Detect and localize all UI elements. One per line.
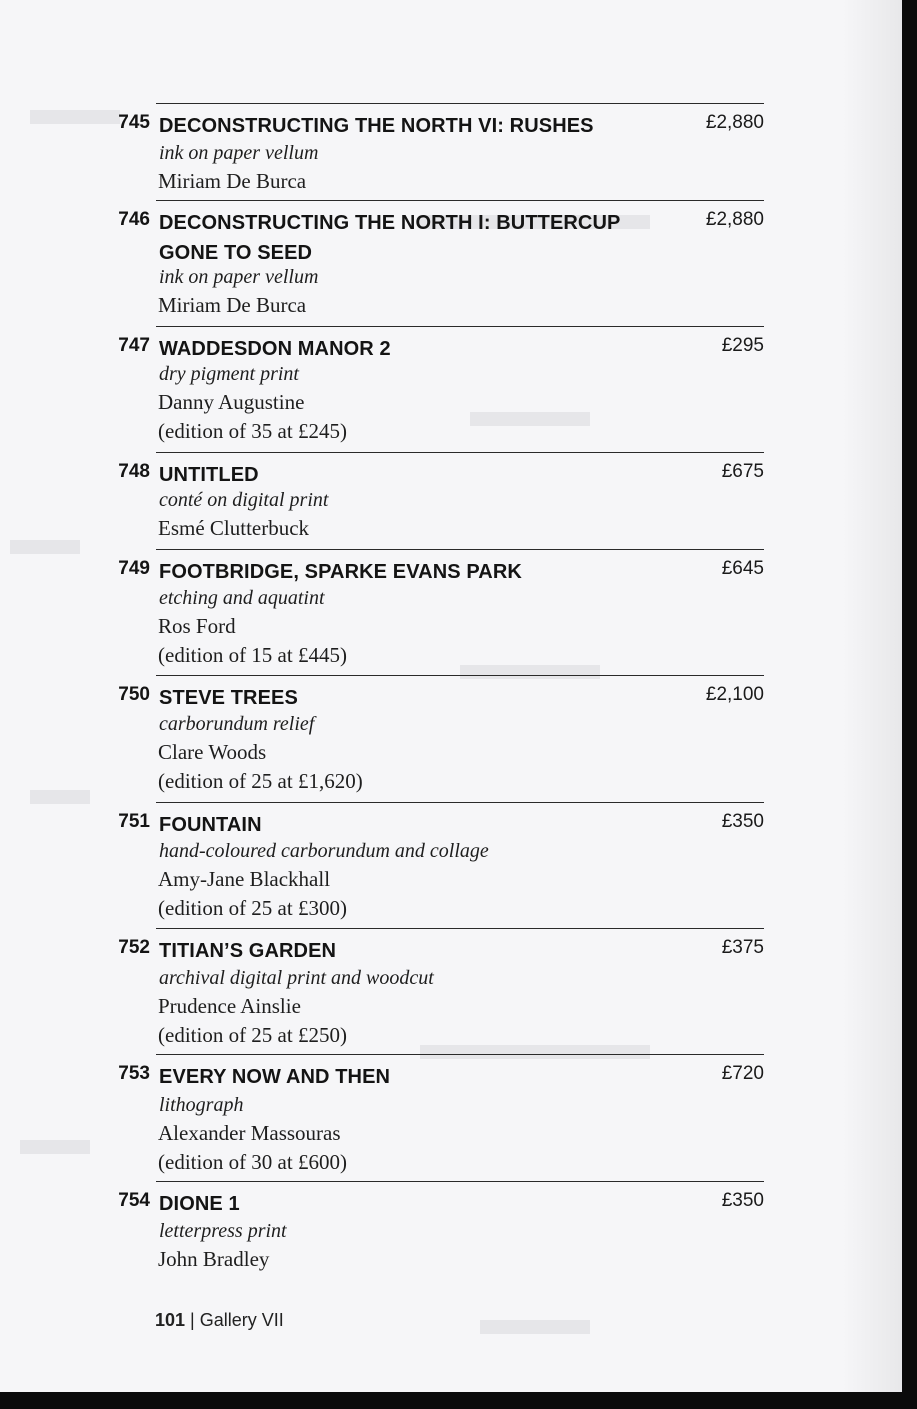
artwork-medium: carborundum relief: [159, 713, 315, 735]
artwork-title: FOUNTAIN: [159, 814, 262, 836]
section-name: Gallery VII: [199, 1310, 284, 1330]
lot-number: 750: [118, 684, 150, 705]
artwork-price: £2,880: [705, 112, 764, 133]
lot-number: 747: [118, 335, 150, 356]
catalogue-entry: [118, 452, 764, 550]
artwork-price: £675: [721, 461, 764, 482]
artwork-price: £350: [721, 1190, 764, 1211]
page-number: 101: [155, 1310, 186, 1330]
artwork-price: £2,100: [705, 684, 764, 705]
lot-number: 745: [118, 112, 150, 133]
artist-name: Clare Woods: [158, 740, 267, 764]
edition-info: (edition of 35 at £245): [158, 419, 347, 443]
artwork-medium: etching and aquatint: [159, 587, 325, 609]
artist-name: Esmé Clutterbuck: [158, 516, 310, 540]
edition-info: (edition of 25 at £250): [158, 1023, 347, 1047]
catalogue-entry: [118, 928, 764, 1055]
artist-name: Miriam De Burca: [158, 293, 307, 317]
lot-number: 749: [118, 558, 150, 579]
lot-number: 752: [118, 937, 150, 958]
artwork-title: DECONSTRUCTING THE NORTH I: BUTTERCUP GONE TO SEED: [159, 212, 621, 264]
artist-name: Ros Ford: [158, 614, 236, 638]
artwork-title: DIONE 1: [159, 1193, 240, 1215]
catalogue-entry: [118, 326, 764, 453]
catalogue-entry: [118, 200, 764, 327]
lot-number: 746: [118, 209, 150, 230]
artwork-medium: ink on paper vellum: [159, 266, 319, 288]
catalogue-entry: [118, 1181, 764, 1282]
catalogue-entry: [118, 1054, 764, 1182]
artwork-price: £645: [721, 558, 764, 579]
artwork-medium: conté on digital print: [159, 489, 329, 511]
artwork-title: WADDESDON MANOR 2: [159, 338, 391, 360]
catalogue-entry: [118, 802, 764, 929]
artwork-title: FOOTBRIDGE, SPARKE EVANS PARK: [159, 561, 522, 583]
artwork-medium: ink on paper vellum: [159, 142, 319, 164]
catalogue-entry: [118, 549, 764, 676]
lot-number: 754: [118, 1190, 150, 1211]
artwork-title: DECONSTRUCTING THE NORTH VI: RUSHES: [159, 115, 594, 137]
lot-number: 748: [118, 461, 150, 482]
catalogue-entry: [118, 103, 764, 201]
artwork-price: £720: [721, 1063, 764, 1084]
lot-number: 751: [118, 811, 150, 832]
artwork-medium: letterpress print: [159, 1220, 287, 1242]
page-footer: [155, 1310, 284, 1331]
artwork-medium: dry pigment print: [159, 363, 299, 385]
edition-info: (edition of 30 at £600): [158, 1150, 347, 1174]
artist-name: Prudence Ainslie: [158, 994, 301, 1018]
artist-name: Alexander Massouras: [158, 1121, 341, 1145]
artwork-title: TITIAN’S GARDEN: [159, 940, 337, 962]
artist-name: Danny Augustine: [158, 390, 305, 414]
lot-number: 753: [118, 1063, 150, 1084]
edition-info: (edition of 25 at £1,620): [158, 769, 363, 793]
edition-info: (edition of 15 at £445): [158, 643, 347, 667]
artist-name: Miriam De Burca: [158, 169, 307, 193]
catalogue-entry: [118, 675, 764, 803]
artwork-medium: lithograph: [159, 1094, 244, 1116]
artwork-medium: archival digital print and woodcut: [159, 967, 434, 989]
artwork-title: UNTITLED: [159, 464, 259, 486]
artwork-price: £295: [721, 335, 764, 356]
artist-name: Amy-Jane Blackhall: [158, 867, 331, 891]
artwork-title: STEVE TREES: [159, 687, 298, 709]
footer-separator: |: [185, 1310, 200, 1330]
edition-info: (edition of 25 at £300): [158, 896, 347, 920]
artwork-medium: hand-coloured carborundum and collage: [159, 840, 489, 862]
artwork-price: £375: [721, 937, 764, 958]
artwork-price: £350: [721, 811, 764, 832]
artwork-title: EVERY NOW AND THEN: [159, 1066, 391, 1088]
artist-name: John Bradley: [158, 1247, 270, 1271]
artwork-price: £2,880: [705, 209, 764, 230]
